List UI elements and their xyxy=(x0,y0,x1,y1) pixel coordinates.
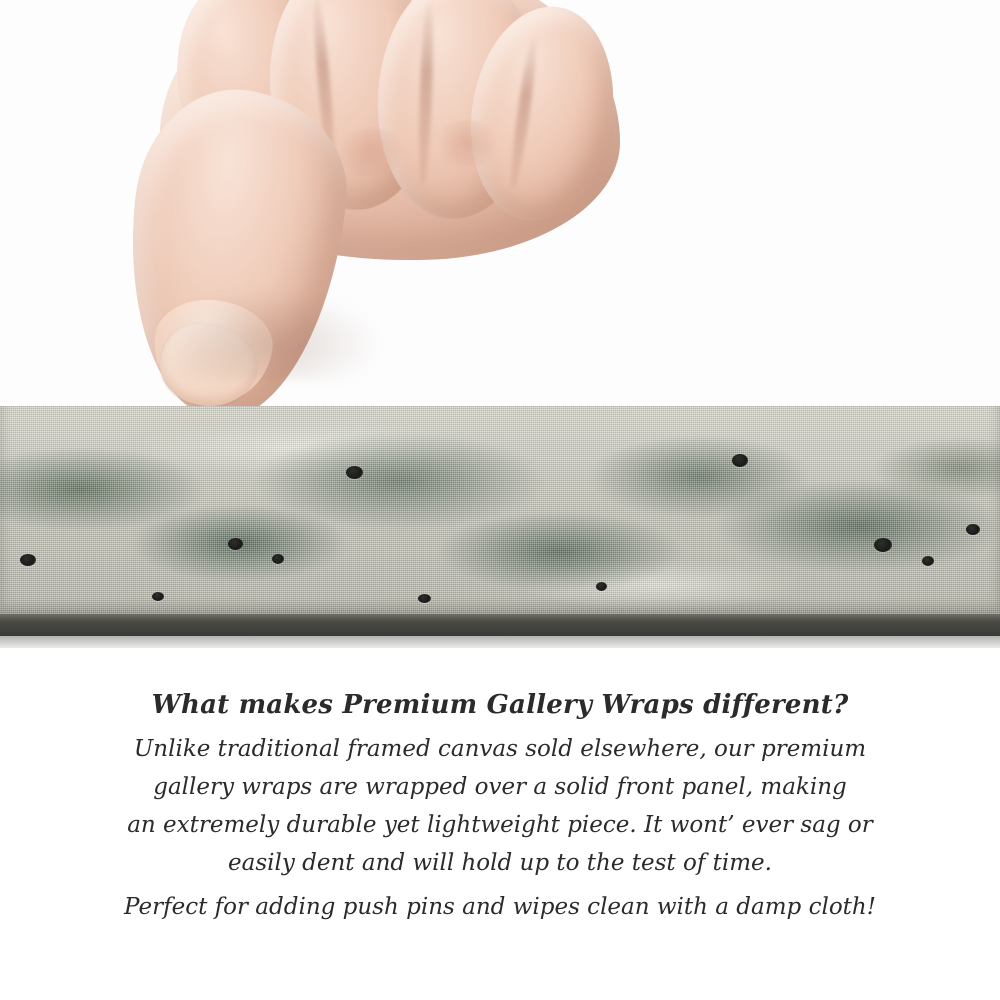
canvas-pit xyxy=(20,554,36,566)
caption-line-3: an extremely durable yet lightweight piece. It wont’ ever sag or xyxy=(127,812,873,838)
caption-heading: What makes Premium Gallery Wraps different? xyxy=(151,690,849,720)
canvas-pit xyxy=(874,538,892,552)
canvas-pit xyxy=(596,582,607,591)
hand-shadow xyxy=(150,290,380,380)
canvas-drop-shadow xyxy=(0,636,1000,648)
canvas-wrap-slab xyxy=(0,406,1000,648)
knuckle-highlight-3 xyxy=(432,120,502,166)
canvas-pit xyxy=(346,466,363,479)
knuckle-highlight-2 xyxy=(334,128,408,176)
canvas-print-surface xyxy=(0,406,1000,614)
canvas-pit xyxy=(732,454,748,467)
caption-line-2: gallery wraps are wrapped over a solid front panel, making xyxy=(153,774,847,800)
caption-block xyxy=(0,690,1000,926)
canvas-pit xyxy=(922,556,934,566)
canvas-pit xyxy=(228,538,243,550)
canvas-pit xyxy=(418,594,431,603)
canvas-pit xyxy=(272,554,284,564)
canvas-pit xyxy=(152,592,164,601)
caption-line-1: Unlike traditional framed canvas sold elsewhere, our premium xyxy=(133,736,867,762)
canvas-side-edge xyxy=(0,614,1000,636)
caption-line-5: Perfect for adding push pins and wipes clean with a damp cloth! xyxy=(124,894,876,920)
caption-line-4: easily dent and will hold up to the test of time. xyxy=(228,850,772,876)
canvas-pit xyxy=(966,524,980,535)
hand-illustration xyxy=(120,0,640,430)
